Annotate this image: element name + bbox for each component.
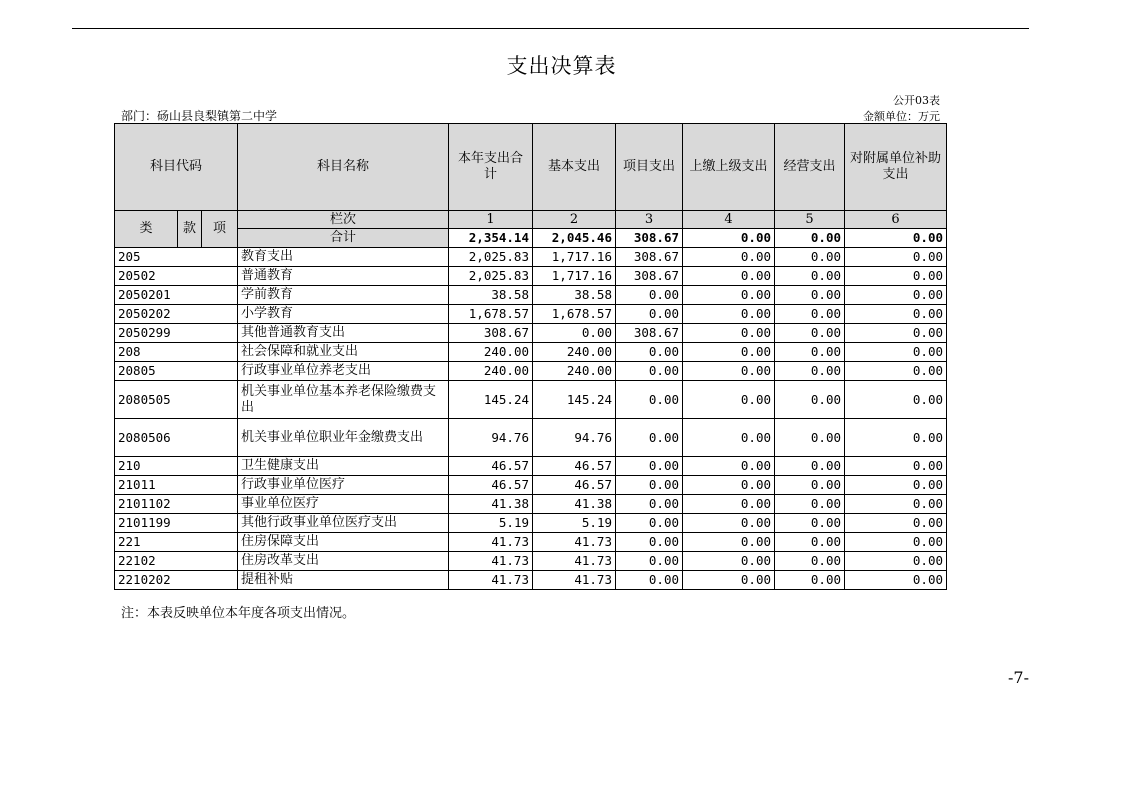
row-value: 0.00 xyxy=(683,419,775,457)
row-value: 0.00 xyxy=(775,495,845,514)
row-value: 0.00 xyxy=(845,514,947,533)
row-value: 0.00 xyxy=(775,248,845,267)
row-value: 1,678.57 xyxy=(449,305,533,324)
table-row xyxy=(115,571,947,590)
row-value: 0.00 xyxy=(683,362,775,381)
row-code: 208 xyxy=(115,343,238,362)
page-number: -7- xyxy=(1008,668,1029,687)
row-value: 0.00 xyxy=(616,343,683,362)
table-row xyxy=(115,248,947,267)
row-value: 0.00 xyxy=(845,286,947,305)
row-value: 0.00 xyxy=(775,381,845,419)
row-code: 22102 xyxy=(115,552,238,571)
page-title: 支出决算表 xyxy=(506,54,617,78)
total-value: 2,045.46 xyxy=(533,229,616,248)
table-row xyxy=(115,381,947,419)
col-header-basic: 基本支出 xyxy=(533,124,616,211)
row-value: 0.00 xyxy=(845,305,947,324)
row-value: 0.00 xyxy=(845,343,947,362)
row-value: 0.00 xyxy=(683,514,775,533)
table-row xyxy=(115,495,947,514)
row-name: 教育支出 xyxy=(238,248,449,267)
col-header-total: 本年支出合计 xyxy=(449,124,533,211)
expenditure-table xyxy=(114,123,947,590)
row-value: 46.57 xyxy=(449,457,533,476)
row-value: 38.58 xyxy=(449,286,533,305)
col-header-kuan: 款 xyxy=(178,211,202,248)
table-row xyxy=(115,305,947,324)
row-name: 行政事业单位养老支出 xyxy=(238,362,449,381)
row-value: 1,678.57 xyxy=(533,305,616,324)
row-value: 0.00 xyxy=(845,533,947,552)
row-code: 2101102 xyxy=(115,495,238,514)
row-value: 0.00 xyxy=(683,343,775,362)
row-name: 学前教育 xyxy=(238,286,449,305)
row-value: 41.73 xyxy=(449,552,533,571)
row-value: 0.00 xyxy=(845,267,947,286)
row-code: 210 xyxy=(115,457,238,476)
row-value: 0.00 xyxy=(775,552,845,571)
col-header-xiang: 项 xyxy=(202,211,238,248)
row-value: 41.73 xyxy=(449,533,533,552)
table-row xyxy=(115,267,947,286)
row-value: 41.73 xyxy=(533,533,616,552)
row-value: 0.00 xyxy=(683,571,775,590)
lanci-label: 栏次 xyxy=(238,211,449,229)
row-value: 0.00 xyxy=(616,362,683,381)
table-row xyxy=(115,476,947,495)
row-value: 0.00 xyxy=(775,324,845,343)
row-value: 5.19 xyxy=(533,514,616,533)
row-value: 240.00 xyxy=(533,362,616,381)
col-header-project: 项目支出 xyxy=(616,124,683,211)
row-name: 其他行政事业单位医疗支出 xyxy=(238,514,449,533)
row-value: 0.00 xyxy=(616,305,683,324)
row-value: 240.00 xyxy=(449,343,533,362)
row-value: 0.00 xyxy=(775,571,845,590)
total-value: 0.00 xyxy=(845,229,947,248)
row-value: 308.67 xyxy=(616,267,683,286)
table-row xyxy=(115,533,947,552)
row-code: 2080505 xyxy=(115,381,238,419)
table-row xyxy=(115,324,947,343)
header-row xyxy=(115,124,947,211)
row-value: 0.00 xyxy=(616,514,683,533)
row-code: 221 xyxy=(115,533,238,552)
row-value: 2,025.83 xyxy=(449,267,533,286)
row-value: 2,025.83 xyxy=(449,248,533,267)
row-code: 2210202 xyxy=(115,571,238,590)
total-value: 308.67 xyxy=(616,229,683,248)
row-value: 0.00 xyxy=(683,457,775,476)
total-label: 合计 xyxy=(238,229,449,248)
row-name: 其他普通教育支出 xyxy=(238,324,449,343)
row-value: 0.00 xyxy=(845,419,947,457)
row-name: 住房保障支出 xyxy=(238,533,449,552)
row-value: 41.73 xyxy=(449,571,533,590)
row-value: 308.67 xyxy=(616,324,683,343)
table-row xyxy=(115,362,947,381)
row-value: 0.00 xyxy=(616,552,683,571)
row-value: 94.76 xyxy=(533,419,616,457)
row-value: 0.00 xyxy=(845,381,947,419)
row-value: 0.00 xyxy=(775,343,845,362)
table-row xyxy=(115,552,947,571)
row-value: 1,717.16 xyxy=(533,248,616,267)
row-value: 0.00 xyxy=(775,514,845,533)
row-value: 0.00 xyxy=(775,533,845,552)
row-value: 145.24 xyxy=(533,381,616,419)
total-value: 0.00 xyxy=(683,229,775,248)
row-value: 1,717.16 xyxy=(533,267,616,286)
row-name: 机关事业单位基本养老保险缴费支出 xyxy=(238,381,449,419)
lanci-num: 5 xyxy=(775,211,845,229)
row-value: 0.00 xyxy=(683,495,775,514)
row-code: 20502 xyxy=(115,267,238,286)
row-value: 0.00 xyxy=(775,267,845,286)
col-header-business: 经营支出 xyxy=(775,124,845,211)
row-value: 0.00 xyxy=(683,476,775,495)
row-value: 0.00 xyxy=(533,324,616,343)
lanci-row xyxy=(115,211,947,229)
row-value: 0.00 xyxy=(683,381,775,419)
row-value: 0.00 xyxy=(775,286,845,305)
row-code: 21011 xyxy=(115,476,238,495)
row-code: 2050299 xyxy=(115,324,238,343)
row-value: 0.00 xyxy=(775,476,845,495)
row-code: 2080506 xyxy=(115,419,238,457)
row-value: 0.00 xyxy=(683,286,775,305)
row-value: 46.57 xyxy=(533,476,616,495)
form-number: 公开03表 xyxy=(893,94,940,107)
row-value: 0.00 xyxy=(845,457,947,476)
row-code: 2101199 xyxy=(115,514,238,533)
row-name: 小学教育 xyxy=(238,305,449,324)
row-code: 205 xyxy=(115,248,238,267)
row-value: 0.00 xyxy=(845,248,947,267)
row-value: 0.00 xyxy=(683,552,775,571)
row-value: 0.00 xyxy=(683,533,775,552)
row-value: 0.00 xyxy=(683,305,775,324)
department-label: 部门：砀山县良梨镇第二中学 xyxy=(121,109,278,123)
col-header-subsidy: 对附属单位补助支出 xyxy=(845,124,947,211)
row-value: 0.00 xyxy=(683,248,775,267)
row-value: 0.00 xyxy=(616,419,683,457)
footnote: 注：本表反映单位本年度各项支出情况。 xyxy=(121,606,356,621)
row-name: 社会保障和就业支出 xyxy=(238,343,449,362)
table-row xyxy=(115,343,947,362)
row-value: 94.76 xyxy=(449,419,533,457)
table-row xyxy=(115,457,947,476)
row-value: 41.38 xyxy=(449,495,533,514)
total-value: 0.00 xyxy=(775,229,845,248)
row-value: 0.00 xyxy=(775,305,845,324)
row-value: 46.57 xyxy=(449,476,533,495)
col-header-lei: 类 xyxy=(115,211,178,248)
row-name: 提租补贴 xyxy=(238,571,449,590)
row-value: 308.67 xyxy=(449,324,533,343)
lanci-num: 2 xyxy=(533,211,616,229)
row-value: 0.00 xyxy=(845,552,947,571)
row-value: 0.00 xyxy=(775,362,845,381)
row-name: 事业单位医疗 xyxy=(238,495,449,514)
row-value: 0.00 xyxy=(616,457,683,476)
table-row xyxy=(115,419,947,457)
row-value: 0.00 xyxy=(683,324,775,343)
row-value: 46.57 xyxy=(533,457,616,476)
row-value: 0.00 xyxy=(616,495,683,514)
row-code: 20805 xyxy=(115,362,238,381)
row-value: 0.00 xyxy=(845,495,947,514)
row-name: 行政事业单位医疗 xyxy=(238,476,449,495)
row-value: 41.38 xyxy=(533,495,616,514)
lanci-num: 6 xyxy=(845,211,947,229)
col-header-upper: 上缴上级支出 xyxy=(683,124,775,211)
row-value: 0.00 xyxy=(775,419,845,457)
col-header-code: 科目代码 xyxy=(115,124,238,211)
row-value: 145.24 xyxy=(449,381,533,419)
row-value: 0.00 xyxy=(616,381,683,419)
row-name: 普通教育 xyxy=(238,267,449,286)
row-code: 2050201 xyxy=(115,286,238,305)
row-value: 0.00 xyxy=(616,533,683,552)
row-value: 5.19 xyxy=(449,514,533,533)
total-row xyxy=(115,229,947,248)
row-value: 240.00 xyxy=(449,362,533,381)
row-value: 41.73 xyxy=(533,552,616,571)
row-value: 38.58 xyxy=(533,286,616,305)
amount-unit: 金额单位：万元 xyxy=(863,110,940,123)
row-value: 0.00 xyxy=(616,286,683,305)
table-row xyxy=(115,286,947,305)
row-name: 机关事业单位职业年金缴费支出 xyxy=(238,419,449,457)
row-value: 0.00 xyxy=(845,476,947,495)
row-value: 0.00 xyxy=(845,362,947,381)
lanci-num: 1 xyxy=(449,211,533,229)
row-value: 308.67 xyxy=(616,248,683,267)
row-code: 2050202 xyxy=(115,305,238,324)
row-name: 卫生健康支出 xyxy=(238,457,449,476)
row-value: 0.00 xyxy=(683,267,775,286)
row-name: 住房改革支出 xyxy=(238,552,449,571)
row-value: 0.00 xyxy=(845,571,947,590)
row-value: 240.00 xyxy=(533,343,616,362)
lanci-num: 4 xyxy=(683,211,775,229)
row-value: 0.00 xyxy=(616,571,683,590)
total-value: 2,354.14 xyxy=(449,229,533,248)
top-rule xyxy=(72,28,1029,29)
lanci-num: 3 xyxy=(616,211,683,229)
row-value: 0.00 xyxy=(845,324,947,343)
row-value: 41.73 xyxy=(533,571,616,590)
row-value: 0.00 xyxy=(775,457,845,476)
table-row xyxy=(115,514,947,533)
row-value: 0.00 xyxy=(616,476,683,495)
col-header-name: 科目名称 xyxy=(238,124,449,211)
